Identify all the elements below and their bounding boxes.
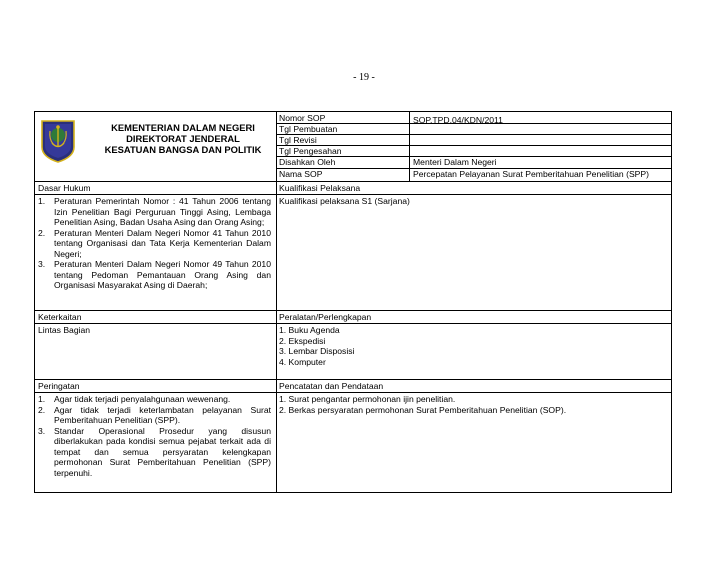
field-label-tgl-pembuatan: Tgl Pembuatan: [279, 124, 338, 134]
field-label-nama-sop: Nama SOP: [279, 169, 323, 179]
list-item: 3. Lembar Disposisi: [279, 346, 355, 356]
list-item: 1. Surat pengantar permohonan ijin penelitian.: [279, 394, 456, 404]
ministry-emblem-icon: [41, 119, 75, 163]
keterkaitan-heading: Keterkaitan: [38, 312, 82, 322]
org-name-line3: KESATUAN BANGSA DAN POLITIK: [104, 144, 262, 155]
list-item: 2. Ekspedisi: [279, 335, 326, 346]
field-label-tgl-revisi: Tgl Revisi: [279, 135, 317, 145]
list-item: 4. Komputer: [279, 356, 326, 367]
peralatan-heading: Peralatan/Perlengkapan: [279, 312, 372, 322]
pencatatan-heading: Pencatatan dan Pendataan: [279, 381, 384, 391]
list-item: 2. Berkas persyaratan permohonan Surat Pemberitahuan Penelitian (SOP).: [279, 404, 567, 415]
field-label-disahkan-oleh: Disahkan Oleh: [279, 157, 336, 167]
list-item: 1. Peraturan Pemerintah Nomor : 41 Tahun 2006 tentang Izin Penelitian Bagi Perguruan Tinggi Asing, Lembaga Penelitian Asing, Badan Usaha Asing dan Orang Asing;: [38, 196, 271, 227]
list-item: 2. Agar tidak terjadi keterlambatan pelayanan Surat Pemberitahuan Penelitian (SPP).: [38, 404, 271, 425]
list-item: 2. Peraturan Menteri Dalam Negeri Nomor 41 Tahun 2010 tentang Organisasi dan Tata Kerja Kementerian Dalam Negeri;: [38, 227, 271, 259]
field-value-nomor-sop: SOP.TPD.04/KDN/2011: [413, 115, 503, 125]
keterkaitan-text: Lintas Bagian: [38, 325, 91, 335]
kualifikasi-text: Kualifikasi pelaksana S1 (Sarjana): [279, 196, 410, 206]
dasar-hukum-list: [38, 196, 271, 291]
field-value-nama-sop: Percepatan Pelayanan Surat Pemberitahuan Penelitian (SPP): [413, 169, 649, 179]
peringatan-list: [38, 394, 271, 478]
list-item: 3. Peraturan Menteri Dalam Negeri Nomor 49 Tahun 2010 tentang Pedoman Pemantauan Orang Asing dan Organisasi Masyarakat Asing di Daerah;: [38, 259, 271, 290]
field-label-nomor-sop: Nomor SOP: [279, 113, 326, 123]
field-label-tgl-pengesahan: Tgl Pengesahan: [279, 146, 342, 156]
kualifikasi-heading: Kualifikasi Pelaksana: [279, 183, 361, 193]
pencatatan-list: [279, 394, 669, 415]
sop-table: [34, 111, 672, 493]
peralatan-list: [279, 325, 659, 367]
field-value-disahkan-oleh: Menteri Dalam Negeri: [413, 157, 497, 167]
list-item: 1. Agar tidak terjadi penyalahgunaan wewenang.: [38, 394, 231, 404]
list-item: 1. Buku Agenda: [279, 325, 340, 335]
dasar-hukum-heading: Dasar Hukum: [38, 183, 91, 193]
list-item: 3. Standar Operasional Prosedur yang disusun diberlakukan pada kondisi semua pejabat terkait ada di tempat dan semua persyaratan kelengkapan permohonan Surat Pemberitahuan Penelitian (SPP) terpenuhi.: [38, 425, 271, 478]
org-name-line2: DIREKTORAT JENDERAL: [126, 133, 240, 144]
page-number: - 19 -: [353, 72, 375, 83]
org-name-line1: KEMENTERIAN DALAM NEGERI: [111, 122, 255, 133]
peringatan-heading: Peringatan: [38, 381, 80, 391]
